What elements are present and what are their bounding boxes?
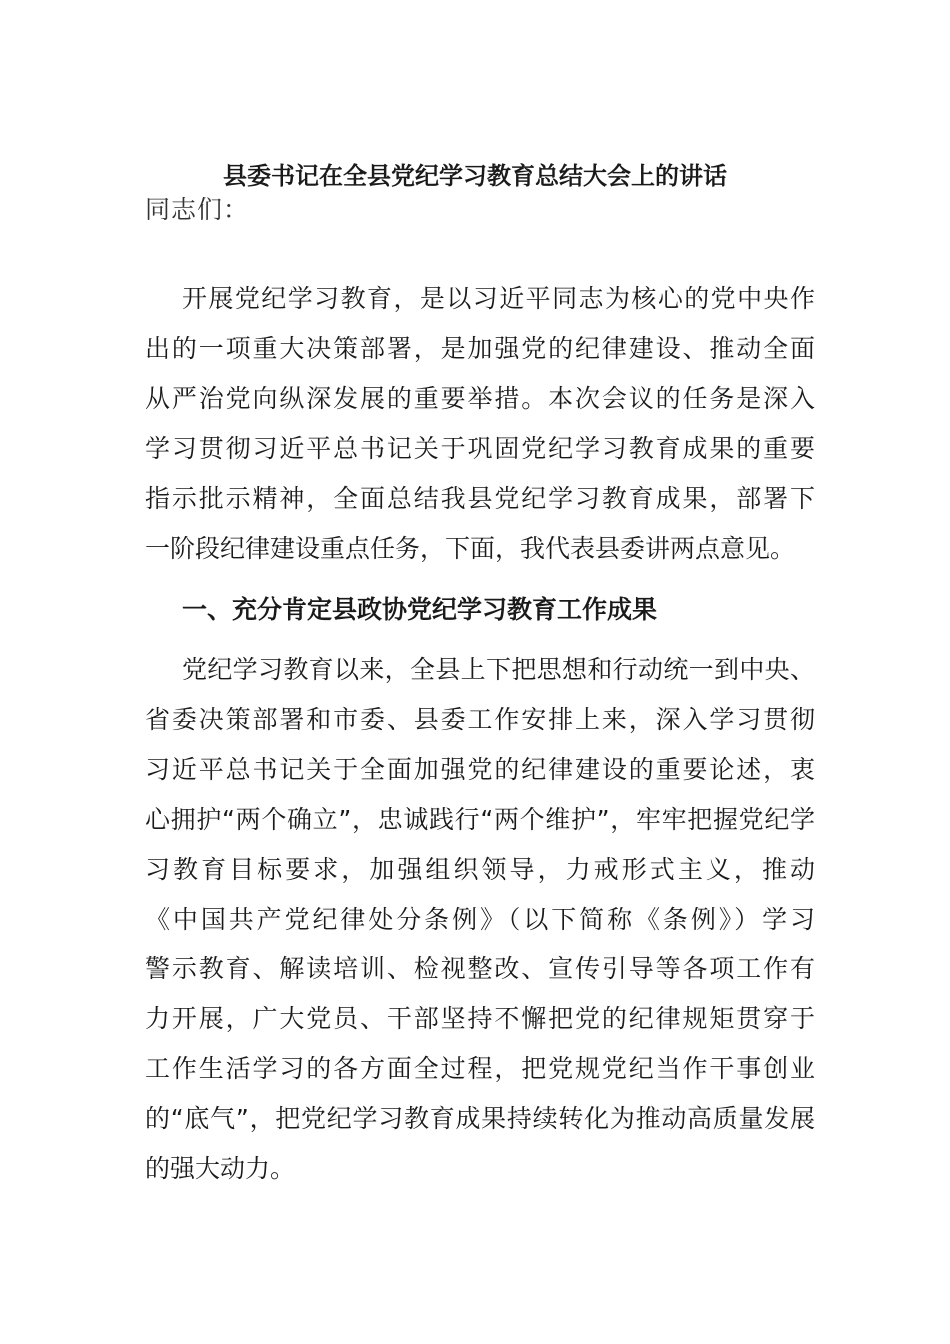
paragraph-1 [145,274,815,573]
salutation: 同志们： [145,195,250,224]
paragraph-line: 的强大动力。 [145,1154,296,1184]
paragraph-line: 从严治党向纵深发展的重要举措。本次会议的任务是深入 [145,383,815,413]
document-title: 县委书记在全县党纪学习教育总结大会上的讲话 [223,162,727,190]
paragraph-line: 力开展，广大党员、干部坚持不懈把党的纪律规矩贯穿于 [145,1004,815,1034]
paragraph-line: 习近平总书记关于全面加强党的纪律建设的重要论述，衷 [145,754,815,784]
section-heading: 一、充分肯定县政协党纪学习教育工作成果 [182,595,658,624]
paragraph-line: 工作生活学习的各方面全过程，把党规党纪当作干事创业 [145,1054,815,1084]
paragraph-line: 出的一项重大决策部署，是加强党的纪律建设、推动全面 [145,333,815,363]
paragraph-line: 警示教育、解读培训、检视整改、宣传引导等各项工作有 [145,954,815,984]
paragraph-line: 心拥护“两个确立”，忠诚践行“两个维护”，牢牢把握党纪学 [145,804,815,834]
paragraph-line: 一阶段纪律建设重点任务，下面，我代表县委讲两点意见。 [145,533,796,563]
paragraph-line: 指示批示精神，全面总结我县党纪学习教育成果，部署下 [145,483,815,513]
paragraph-line: 开展党纪学习教育，是以习近平同志为核心的党中央作 [182,284,815,313]
paragraph-line: 学习贯彻习近平总书记关于巩固党纪学习教育成果的重要 [145,433,815,463]
paragraph-line: 习教育目标要求，加强组织领导，力戒形式主义，推动 [145,854,815,884]
paragraph-line: 党纪学习教育以来，全县上下把思想和行动统一到中央、 [182,655,815,684]
paragraph-line: 的“底气”，把党纪学习教育成果持续转化为推动高质量发展 [145,1104,815,1134]
paragraph-2 [145,645,815,1194]
paragraph-line: 省委决策部署和市委、县委工作安排上来，深入学习贯彻 [145,704,815,734]
paragraph-line: 《中国共产党纪律处分条例》（以下简称《条例》）学习 [145,904,815,934]
